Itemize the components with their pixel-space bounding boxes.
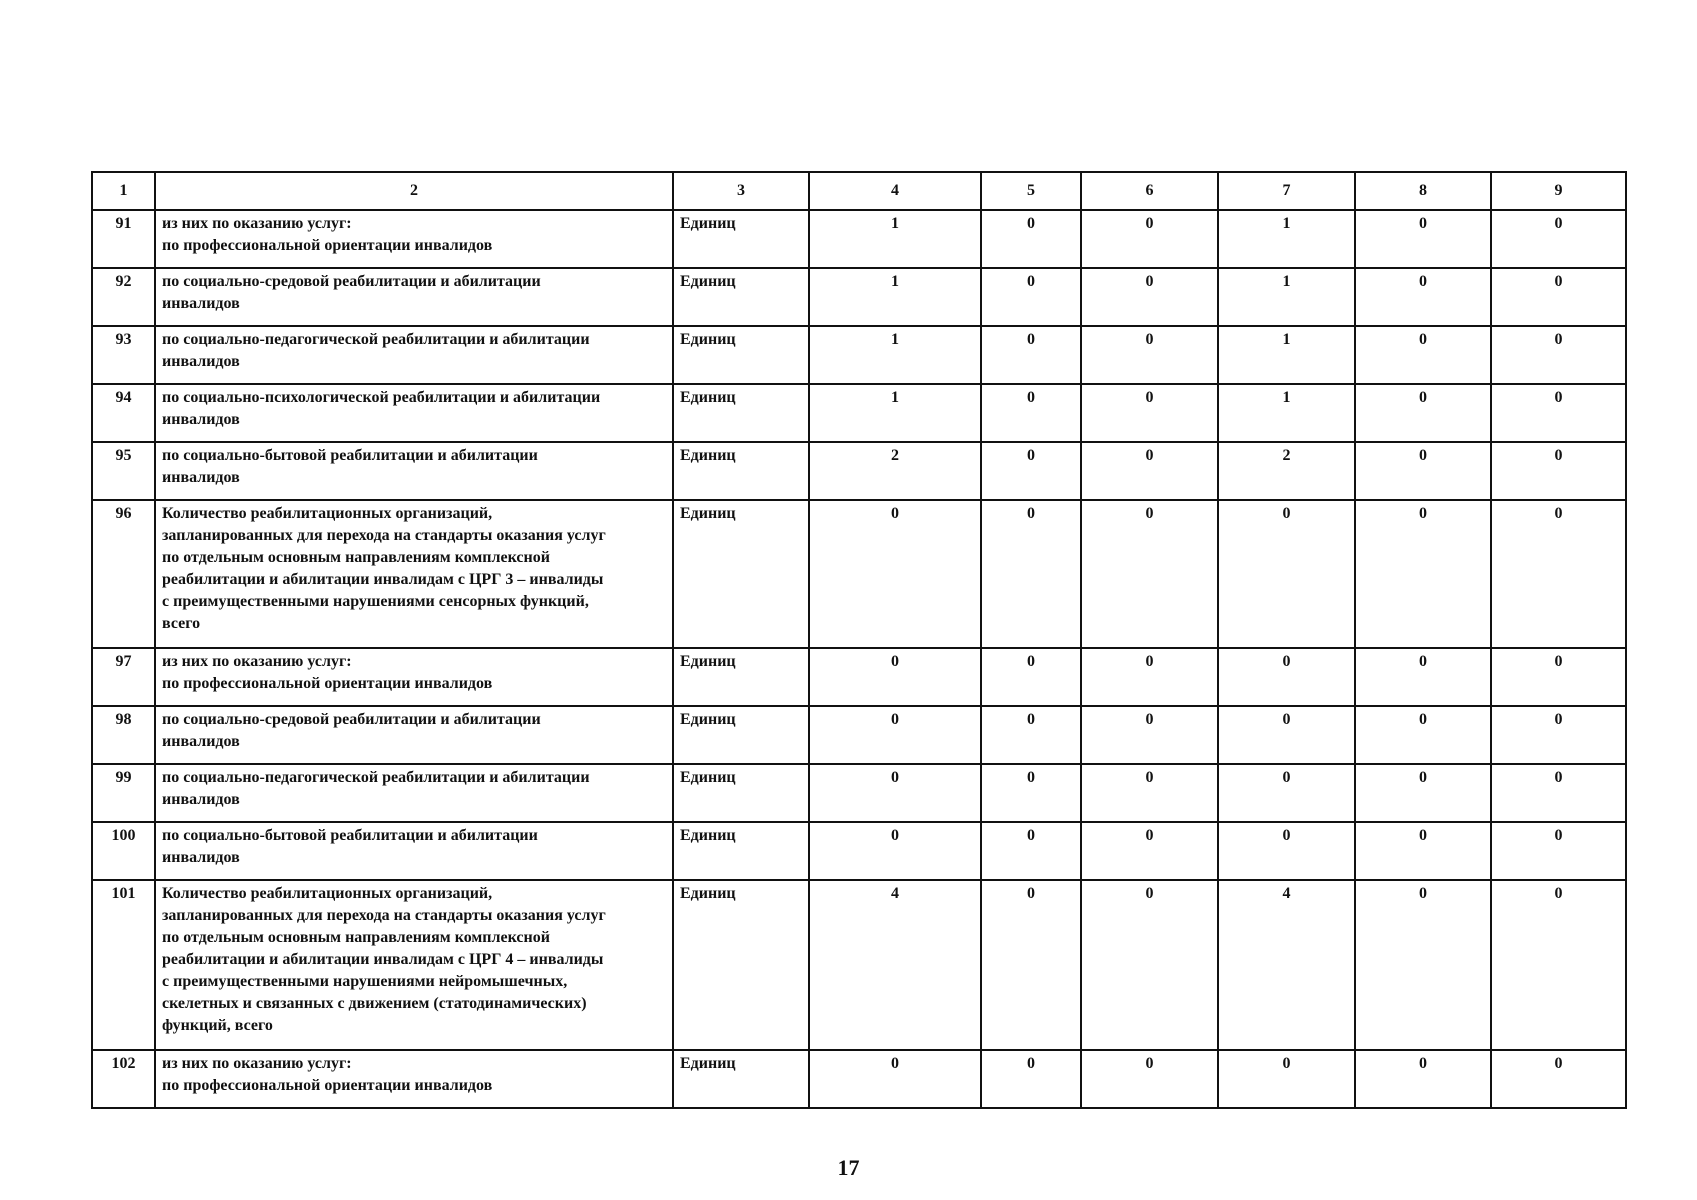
header-cell: 4: [809, 172, 981, 210]
unit-cell: Единиц: [673, 648, 809, 706]
header-cell: 8: [1355, 172, 1491, 210]
unit-cell: Единиц: [673, 210, 809, 268]
indicator-name-cell: Количество реабилитационных организаций, запланированных для перехода на стандарты оказания услуг по отдельным основным направлениям комплексной реабилитации и абилитации инвалидам с ЦРГ 4 – инвалиды с преимущественными нарушениями нейромышечных, скелетных и связанных с движением (статодинамических) функций, всего: [155, 880, 673, 1050]
value-cell: 0: [981, 764, 1081, 822]
data-table: [91, 171, 1627, 1109]
value-cell: 0: [1081, 706, 1218, 764]
value-cell: 0: [809, 706, 981, 764]
value-cell: 0: [1355, 880, 1491, 1050]
value-cell: 0: [1081, 442, 1218, 500]
table-row: [92, 384, 1626, 442]
header-cell: 6: [1081, 172, 1218, 210]
value-cell: 0: [1081, 1050, 1218, 1108]
unit-cell: Единиц: [673, 500, 809, 648]
value-cell: 0: [1218, 822, 1355, 880]
table-row: [92, 500, 1626, 648]
value-cell: 0: [809, 500, 981, 648]
unit-cell: Единиц: [673, 384, 809, 442]
value-cell: 0: [1081, 210, 1218, 268]
value-cell: 0: [981, 648, 1081, 706]
indicator-name-cell: по социально-бытовой реабилитации и абилитации инвалидов: [155, 442, 673, 500]
value-cell: 0: [1355, 210, 1491, 268]
value-cell: 0: [1081, 822, 1218, 880]
value-cell: 0: [981, 1050, 1081, 1108]
value-cell: 0: [1081, 880, 1218, 1050]
value-cell: 0: [1491, 500, 1626, 648]
indicator-name-cell: по социально-педагогической реабилитации и абилитации инвалидов: [155, 326, 673, 384]
row-number-cell: 101: [92, 880, 155, 1050]
value-cell: 0: [1491, 880, 1626, 1050]
value-cell: 0: [981, 384, 1081, 442]
value-cell: 0: [1355, 500, 1491, 648]
value-cell: 0: [1355, 822, 1491, 880]
row-number-cell: 97: [92, 648, 155, 706]
value-cell: 0: [1081, 326, 1218, 384]
value-cell: 0: [1491, 268, 1626, 326]
value-cell: 0: [1218, 648, 1355, 706]
header-cell: 5: [981, 172, 1081, 210]
page-number: 17: [837, 1155, 860, 1180]
value-cell: 0: [1491, 648, 1626, 706]
indicator-name-cell: по социально-психологической реабилитации и абилитации инвалидов: [155, 384, 673, 442]
value-cell: 0: [981, 268, 1081, 326]
value-cell: 0: [1081, 384, 1218, 442]
value-cell: 0: [981, 822, 1081, 880]
unit-cell: Единиц: [673, 442, 809, 500]
value-cell: 0: [1491, 706, 1626, 764]
value-cell: 0: [1218, 706, 1355, 764]
value-cell: 1: [1218, 384, 1355, 442]
value-cell: 0: [809, 764, 981, 822]
indicator-name-cell: из них по оказанию услуг: по профессиональной ориентации инвалидов: [155, 210, 673, 268]
value-cell: 4: [809, 880, 981, 1050]
value-cell: 0: [1355, 764, 1491, 822]
table-row: [92, 764, 1626, 822]
value-cell: 0: [981, 880, 1081, 1050]
unit-cell: Единиц: [673, 880, 809, 1050]
row-number-cell: 96: [92, 500, 155, 648]
value-cell: 0: [1355, 648, 1491, 706]
table-row: [92, 442, 1626, 500]
value-cell: 0: [1491, 822, 1626, 880]
value-cell: 0: [1081, 268, 1218, 326]
unit-cell: Единиц: [673, 326, 809, 384]
indicator-name-cell: по социально-педагогической реабилитации и абилитации инвалидов: [155, 764, 673, 822]
value-cell: 0: [809, 1050, 981, 1108]
row-number-cell: 92: [92, 268, 155, 326]
value-cell: 1: [809, 384, 981, 442]
value-cell: 0: [1491, 326, 1626, 384]
unit-cell: Единиц: [673, 822, 809, 880]
value-cell: 0: [1355, 442, 1491, 500]
unit-cell: Единиц: [673, 706, 809, 764]
value-cell: 0: [1491, 384, 1626, 442]
table-row: [92, 210, 1626, 268]
value-cell: 1: [809, 210, 981, 268]
table-row: [92, 1050, 1626, 1108]
indicator-name-cell: из них по оказанию услуг: по профессиональной ориентации инвалидов: [155, 648, 673, 706]
value-cell: 0: [1081, 648, 1218, 706]
value-cell: 2: [809, 442, 981, 500]
indicator-name-cell: по социально-бытовой реабилитации и абилитации инвалидов: [155, 822, 673, 880]
table-row: [92, 326, 1626, 384]
value-cell: 0: [981, 210, 1081, 268]
value-cell: 0: [1355, 384, 1491, 442]
value-cell: 0: [1081, 500, 1218, 648]
row-number-cell: 95: [92, 442, 155, 500]
header-cell: 2: [155, 172, 673, 210]
indicator-name-cell: из них по оказанию услуг: по профессиональной ориентации инвалидов: [155, 1050, 673, 1108]
indicator-name-cell: по социально-средовой реабилитации и абилитации инвалидов: [155, 706, 673, 764]
indicator-name-cell: Количество реабилитационных организаций, запланированных для перехода на стандарты оказания услуг по отдельным основным направлениям комплексной реабилитации и абилитации инвалидам с ЦРГ 3 – инвалиды с преимущественными нарушениями сенсорных функций, всего: [155, 500, 673, 648]
header-row: [92, 172, 1626, 210]
unit-cell: Единиц: [673, 1050, 809, 1108]
value-cell: 1: [1218, 326, 1355, 384]
indicator-name-cell: по социально-средовой реабилитации и абилитации инвалидов: [155, 268, 673, 326]
table-body: [92, 210, 1626, 1108]
value-cell: 4: [1218, 880, 1355, 1050]
row-number-cell: 98: [92, 706, 155, 764]
value-cell: 0: [809, 648, 981, 706]
row-number-cell: 93: [92, 326, 155, 384]
value-cell: 0: [1491, 1050, 1626, 1108]
row-number-cell: 102: [92, 1050, 155, 1108]
header-cell: 1: [92, 172, 155, 210]
value-cell: 0: [809, 822, 981, 880]
row-number-cell: 100: [92, 822, 155, 880]
table-row: [92, 706, 1626, 764]
value-cell: 0: [1355, 1050, 1491, 1108]
value-cell: 0: [1355, 326, 1491, 384]
value-cell: 0: [1081, 764, 1218, 822]
value-cell: 0: [981, 326, 1081, 384]
row-number-cell: 91: [92, 210, 155, 268]
row-number-cell: 99: [92, 764, 155, 822]
table-row: [92, 880, 1626, 1050]
header-cell: 7: [1218, 172, 1355, 210]
header-cell: 9: [1491, 172, 1626, 210]
table-row: [92, 822, 1626, 880]
unit-cell: Единиц: [673, 268, 809, 326]
row-number-cell: 94: [92, 384, 155, 442]
value-cell: 0: [1491, 764, 1626, 822]
table-row: [92, 648, 1626, 706]
value-cell: 0: [1218, 764, 1355, 822]
value-cell: 1: [809, 326, 981, 384]
value-cell: 0: [1218, 1050, 1355, 1108]
value-cell: 0: [1491, 210, 1626, 268]
value-cell: 0: [1218, 500, 1355, 648]
value-cell: 0: [981, 706, 1081, 764]
value-cell: 0: [1355, 706, 1491, 764]
value-cell: 0: [981, 500, 1081, 648]
header-cell: 3: [673, 172, 809, 210]
value-cell: 1: [1218, 210, 1355, 268]
value-cell: 0: [1491, 442, 1626, 500]
value-cell: 1: [1218, 268, 1355, 326]
table-row: [92, 268, 1626, 326]
value-cell: 0: [1355, 268, 1491, 326]
value-cell: 2: [1218, 442, 1355, 500]
unit-cell: Единиц: [673, 764, 809, 822]
value-cell: 0: [981, 442, 1081, 500]
value-cell: 1: [809, 268, 981, 326]
